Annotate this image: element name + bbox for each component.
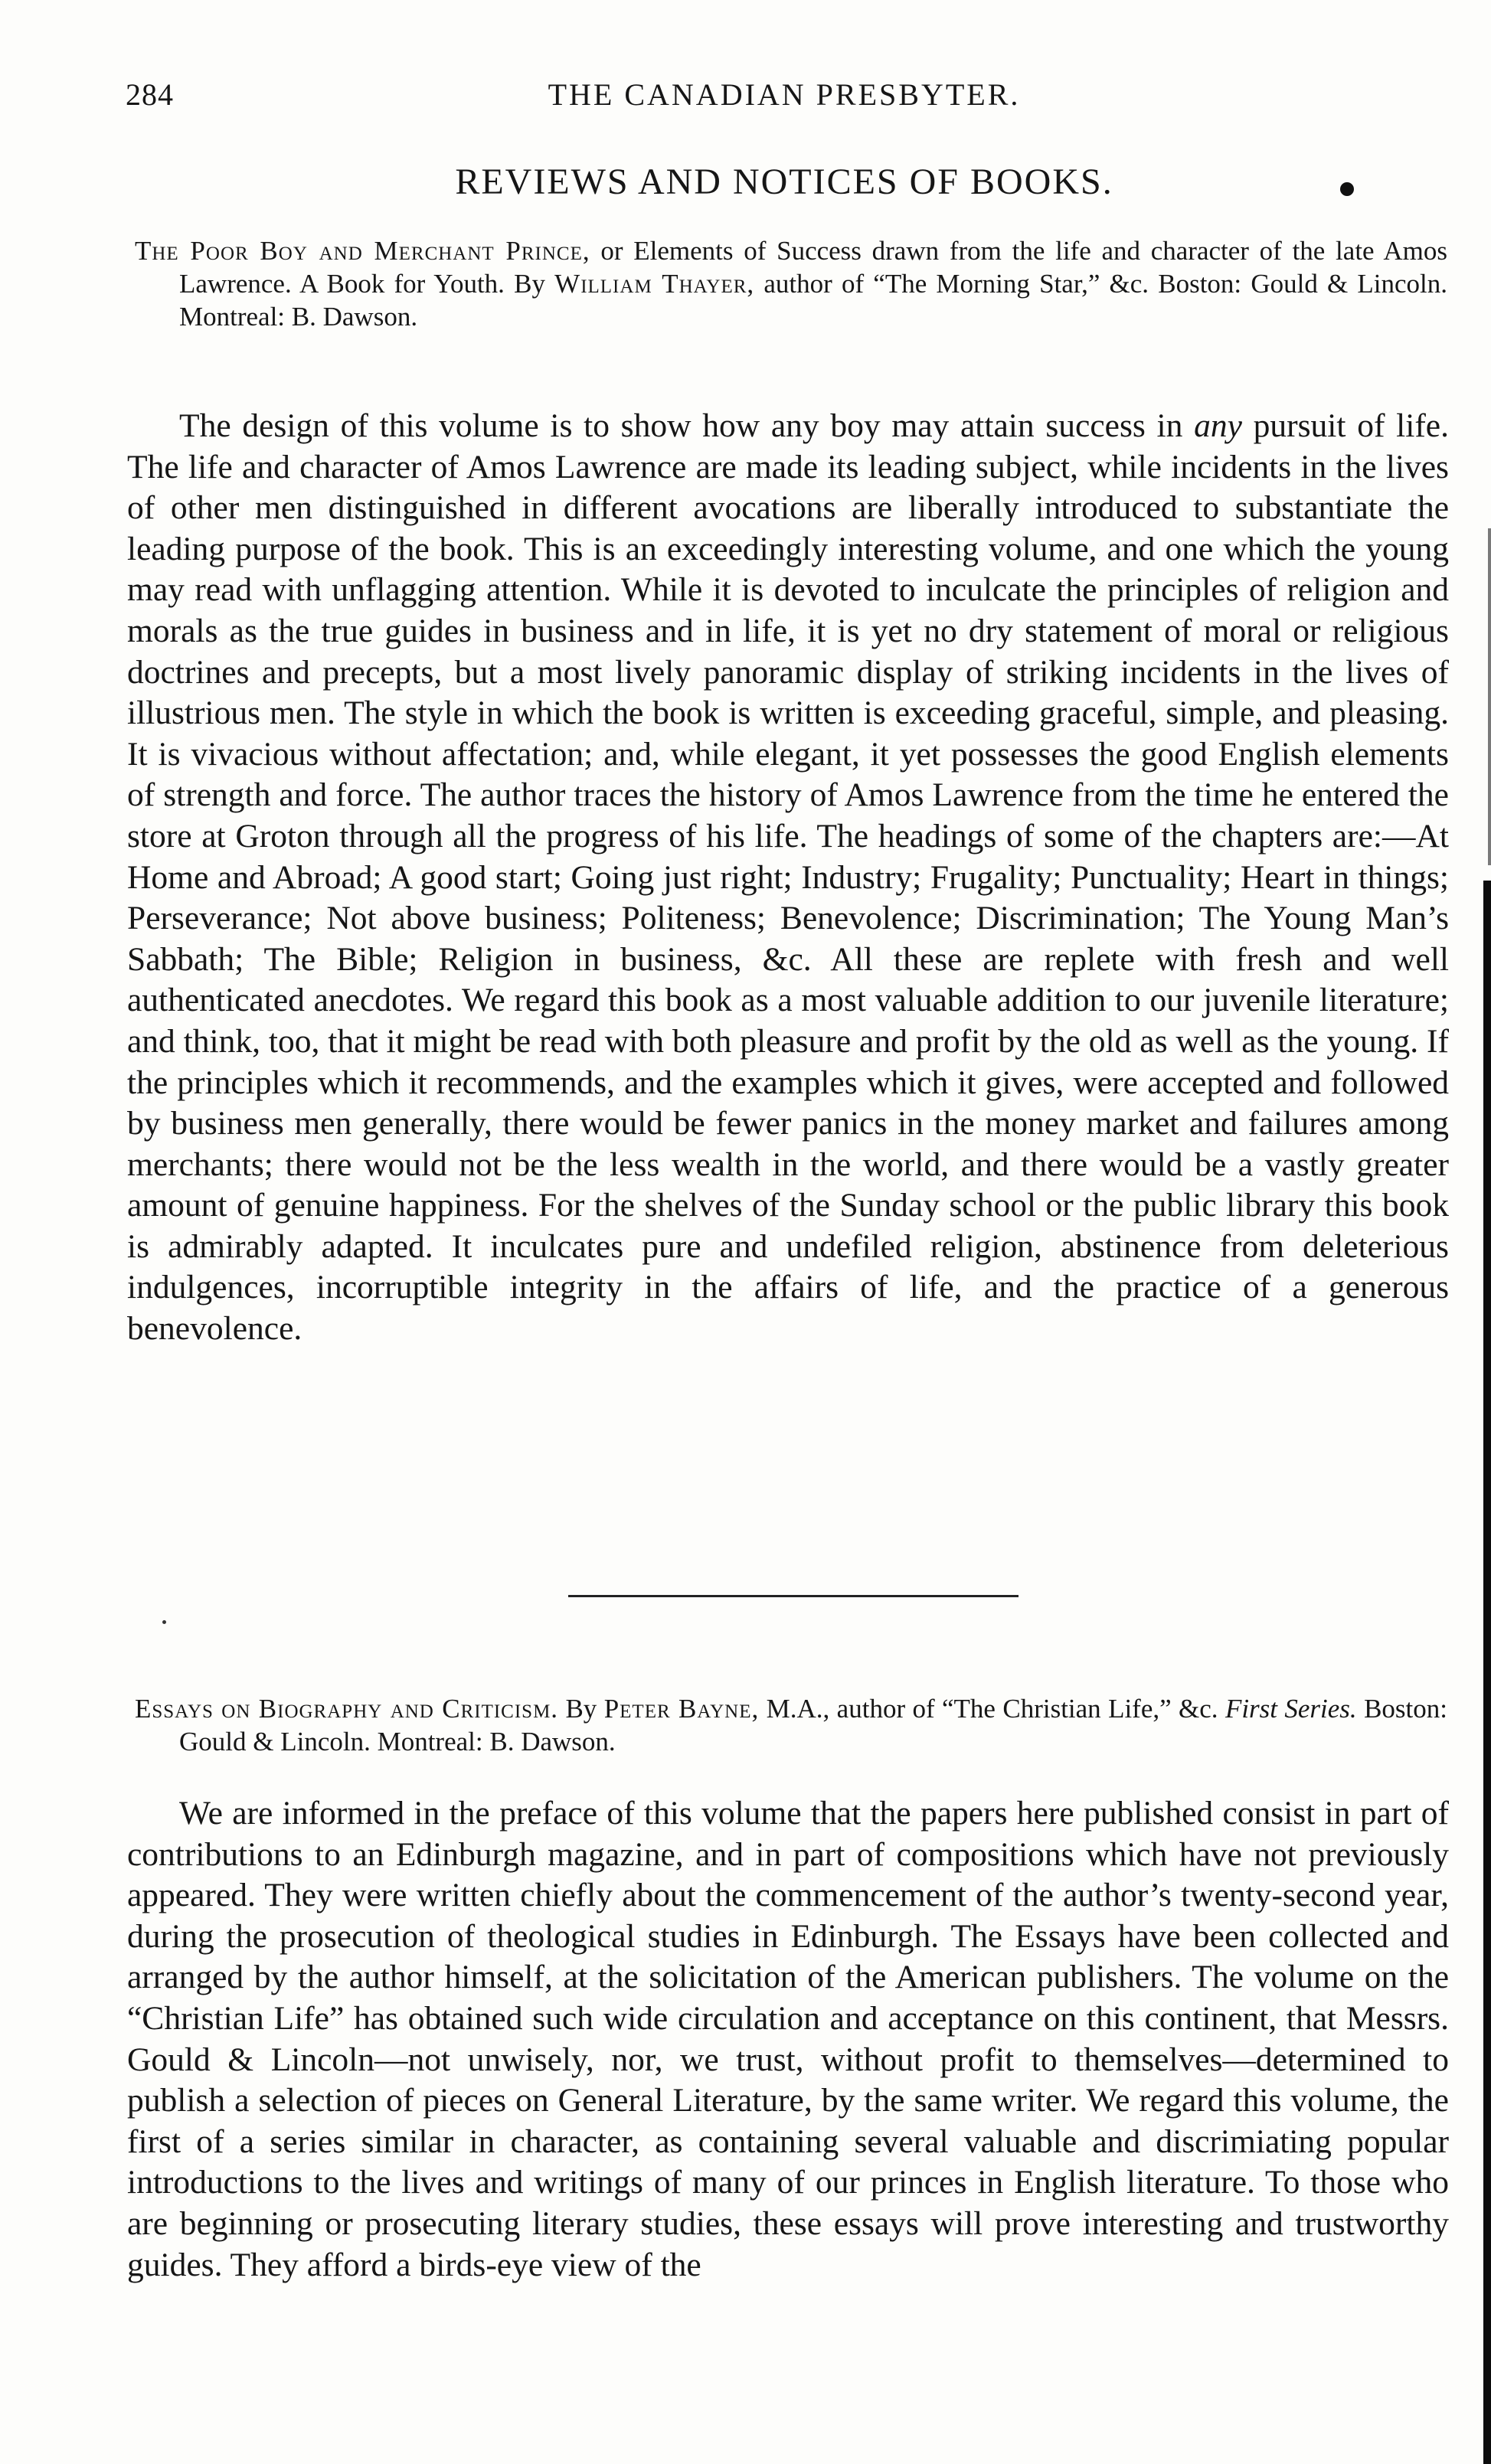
journal-title: THE CANADIAN PRESBYTER. xyxy=(548,77,1021,112)
page-edge-shadow xyxy=(1483,881,1491,2464)
book-title: The Poor Boy and Merchant Prince, xyxy=(135,236,590,266)
citation-text: or Elements of Success drawn from the life and character of the late Amos Lawrence. A Book for Youth. By xyxy=(179,236,1447,299)
running-head xyxy=(126,77,1443,123)
section-title: REVIEWS AND NOTICES OF BOOKS. xyxy=(455,162,1113,202)
stray-mark xyxy=(162,1620,166,1624)
body-text-part: pursuit of life. The life and character of Amos Lawrence are made its leading subject, while incidents in the lives of other men distinguished in different avocations are liberally introduced to substantiate the leading purpose of the book. This is an exceedingly interesting volume, and one which the young may read with unflagging attention. While it is devoted to inculcate the principles of religion and morals as the true guides in business and in life, it is yet no dry statement of moral or religious doctrines and precepts, but a most lively panoramic display of striking incidents in the lives of illustrious men. The style in which the book is written is exceeding graceful, simple, and pleasing. It is vivacious without affectation; and, while elegant, it yet possesses the good English elements of strength and force. The author traces the history of Amos Lawrence from the time he entered the store at Groton through all the progress of his life. The headings of some of the chapters are:—At Home and Abroad; A good start; Going just right; Industry; Frugality; Punctuality; Heart in things; Perseverance; Not above business; Politeness; Benevolence; Discrimination; The Young Man’s Sabbath; The Bible; Religion in business, &c. All these are replete with fresh and well authenticated anecdotes. We regard this book as a most valuable addition to our juvenile literature; and think, too, that it might be read with both pleasure and profit by the old as well as the young. If the principles which it recommends, and the examples which it gives, were accepted and followed by business men generally, there would be fewer panics in the money market and failures among merchants; there would not be the less wealth in the world, and there would be a vastly greater amount of genuine happiness. For the shelves of the Sunday school or the public library this book is admirably adapted. It inculcates pure and undefiled religion, abstinence from deleterious indulgences, incorruptible integrity in the affairs of life, and the practice of a generous benevolence. xyxy=(127,407,1449,1348)
page-number: 284 xyxy=(126,77,174,112)
citation-text: By xyxy=(558,1694,604,1724)
author-name: Peter Bayne, xyxy=(603,1694,760,1724)
review-citation-2 xyxy=(135,1692,1447,1758)
review-body-2: We are informed in the preface of this volume that the papers here published consist in part of contributions to an Edinburgh magazine, and in part of compositions which have not previously appeared. They were written chiefly about the commencement of the author’s twenty-second year, during the prosecution of theological studies in Edinburgh. The Essays have been collected and arranged by the author himself, at the solicitation of the American publishers. The volume on the “Christian Life” has obtained such wide circulation and acceptance on this continent, that Messrs. Gould & Lincoln—not unwisely, nor, we trust, without profit to themselves—determined to publish a selection of pieces on General Literature, by the same writer. We regard this volume, the first of a series similar in character, as containing several valuable and discrimiating popular introductions to the lives and writings of many of our princes in English literature. To those who are beginning or prosecuting literary studies, these essays will prove interesting and trustworthy guides. They afford a birds-eye view of the xyxy=(127,1795,1449,2283)
section-divider xyxy=(568,1595,1019,1597)
book-title: Essays on Biography and Criticism. xyxy=(135,1694,559,1724)
ink-dot xyxy=(1340,182,1354,196)
citation-text: M.A., author of “The Christian Life,” &c. xyxy=(759,1694,1225,1724)
review-citation-1 xyxy=(135,234,1447,333)
margin-edge-shadow xyxy=(1488,528,1491,865)
review-body-1 xyxy=(127,406,1449,1350)
citation-publisher: author of “The Morning Star,” &c. Boston: Gould & Lincoln. Montreal: B. Dawson. xyxy=(179,269,1448,332)
body-text-part: The design of this volume is to show how any boy may attain success in xyxy=(179,407,1195,444)
series-label: First Series. xyxy=(1225,1694,1357,1724)
author-name: William Thayer, xyxy=(554,269,755,299)
emphasis-text: any xyxy=(1194,407,1242,444)
citation-publisher: Boston: Gould & Lincoln. Montreal: B. Dawson. xyxy=(179,1694,1447,1756)
